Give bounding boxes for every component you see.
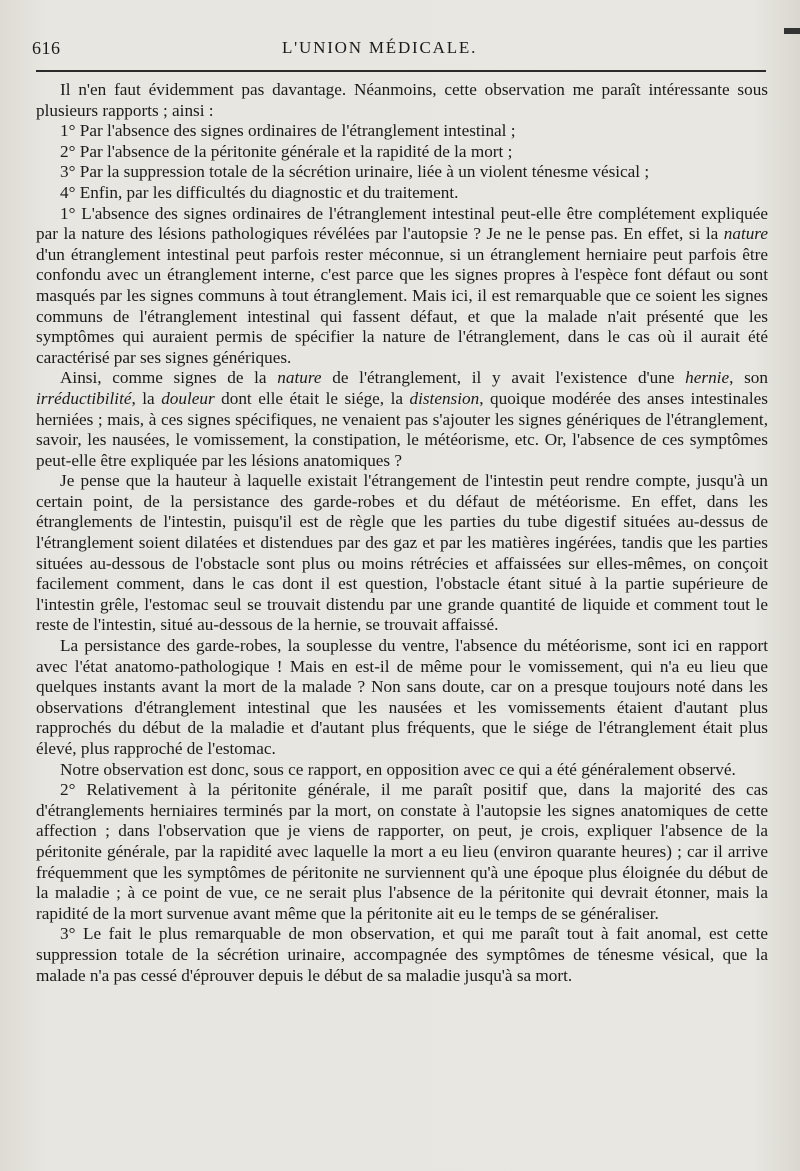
paragraph-opposition: Notre observation est donc, sous ce rapport, en opposition avec ce qui a été généralement observé. [60, 759, 736, 779]
paragraph-signes-nature: Ainsi, comme signes de la nature de l'étranglement, il y avait l'existence d'une hernie, son irréductibilité, la douleur dont elle était le siége, la distension, quoique modérée des anses intestinales herniées ; mais, à ces signes spécifiques, ne venaient pas s'ajouter les signes génériques de l'étranglement, savoir, les nausées, le vomissement, la constipation, le météorisme, etc. Or, l'absence de ces symptômes peut-elle être expliquée par les lésions anatomiques ? [36, 368, 768, 470]
emphasis-distension: distension [409, 388, 480, 408]
paragraph-suppression-urinaire: 3° Le fait le plus remarquable de mon observation, et qui me paraît tout à fait anomal, est cette suppression totale de la sécrétion urinaire, accompagnée des symptômes de ténesme vésical, que la malade n'a pas cessé d'éprouver depuis le début de sa maladie jusqu'à sa mort. [36, 924, 768, 985]
article-body [36, 80, 768, 986]
paragraph-persistance: La persistance des garde-robes, la souplesse du ventre, l'absence du météorisme, sont ici en rapport avec l'état anatomo-pathologique ! Mais en est-il de même pour le vomissement, qui n'a eu lieu que quelques instants avant la mort de la malade ? Non sans doute, car on a presque toujours noté dans les observations d'étranglement intestinal que les nausées et les vomissements étaient d'autant plus rapprochés du début de la maladie et d'autant plus fréquents, que le siége de l'étranglement était plus élevé, plus rapproché de l'estomac. [36, 636, 768, 758]
list-item-1: 1° Par l'absence des signes ordinaires de l'étranglement intestinal ; [60, 121, 516, 141]
running-head [32, 38, 770, 68]
journal-title: L'UNION MÉDICALE. [282, 38, 478, 57]
page-edge-mark [784, 28, 800, 34]
paragraph-signes-ordinaires: 1° L'absence des signes ordinaires de l'étranglement intestinal peut-elle être complétement expliquée par la nature des lésions pathologiques révélées par l'autopsie ? Je ne le pense pas. En effet, si la nature d'un étranglement intestinal peut parfois rester méconnue, si un étranglement herniaire peut parfois être confondu avec un étranglement interne, c'est parce que les signes propres à l'espèce font défaut ou sont masqués par les signes communs à tout étranglement. Mais ici, il est remarquable que ce soient les signes communs de l'étranglement intestinal qui fassent défaut, et que la malade n'ait présenté que les symptômes qui auraient permis de spécifier la nature de l'étranglement, dans le cas où il aurait été caractérisé par ses signes génériques. [36, 203, 768, 367]
emphasis-douleur: douleur [161, 388, 215, 408]
emphasis-hernie: hernie [685, 368, 730, 388]
paragraph-intro: Il n'en faut évidemment pas davantage. Néanmoins, cette observation me paraît intéressante sous plusieurs rapports ; ainsi : [36, 80, 768, 120]
header-rule [36, 70, 766, 72]
page-number: 616 [32, 38, 61, 58]
list-item-4: 4° Enfin, par les difficultés du diagnostic et du traitement. [60, 182, 459, 202]
paragraph-hauteur: Je pense que la hauteur à laquelle existait l'étrangement de l'intestin peut rendre compte, jusqu'à un certain point, de la persistance des garde-robes et du défaut de météorisme. En effet, dans les étranglements de l'intestin, puisqu'il est de règle que les parties du tube digestif situées au-dessus de l'étranglement soient dilatées et distendues par des gaz et par les matières ingérées, tandis que les parties situées au-dessous de l'obstacle sont plus ou moins rétrécies et affaissées sur elles-mêmes, on conçoit facilement comment, dans le cas dont il est question, l'obstacle étant situé à la partie supérieure de l'intestin grêle, l'estomac seul se trouvait distendu par une grande quantité de liquide et comment tout le reste de l'intestin, situé au-dessous de la hernie, se trouvait affaissé. [36, 471, 768, 635]
emphasis-irreductibilite: irréductibilité [36, 388, 132, 408]
emphasis-nature: nature [723, 224, 768, 244]
list-item-2: 2° Par l'absence de la péritonite générale et la rapidité de la mort ; [60, 141, 513, 161]
paragraph-peritonite: 2° Relativement à la péritonite générale, il me paraît positif que, dans la majorité des cas d'étranglements herniaires terminés par la mort, on constate à l'autopsie les signes anatomiques de cette affection ; dans l'observation que je viens de rapporter, on peut, je crois, expliquer l'absence de la péritonite générale, par la rapidité avec laquelle la mort a eu lieu (environ quarante heures) ; car il arrive fréquemment que les symptômes de péritonite ne surviennent qu'à une époque plus éloignée du début de la maladie ; à ce point de vue, ce ne serait plus l'absence de la péritonite qui devrait étonner, mais la rapidité de la mort survenue avant même que la péritonite ait eu le temps de se généraliser. [36, 780, 768, 923]
emphasis-nature: nature [277, 368, 322, 388]
list-item-3: 3° Par la suppression totale de la sécrétion urinaire, liée à un violent ténesme vésical ; [60, 162, 650, 182]
